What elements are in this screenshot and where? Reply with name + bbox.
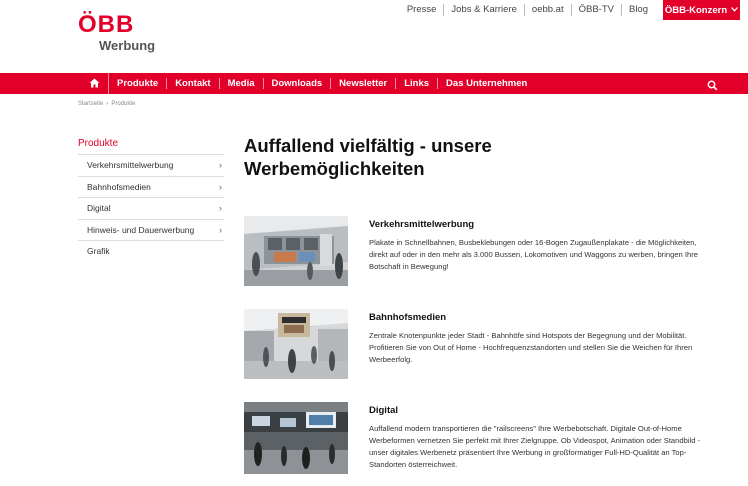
sidebar-item-label: Hinweis- und Dauerwerbung: [87, 224, 195, 235]
product-description: Zentrale Knotenpunkte jeder Stadt - Bahnhöfe sind Hotspots der Begegnung und der Mobilität. Profitieren Sie von Out of Home - Hochfrequenzstandorten und stellen Sie die Weichen für Ihren Werbeerfolg.: [369, 331, 693, 364]
topnav-presse[interactable]: Presse: [406, 4, 437, 15]
sidebar-item-label: Digital: [87, 203, 111, 214]
topnav-oebb-at[interactable]: oebb.at: [524, 4, 571, 16]
product-item-verkehrsmittelwerbung: [244, 216, 704, 286]
logo[interactable]: [78, 12, 155, 53]
product-description: Plakate in Schnellbahnen, Busbeklebungen oder 16-Bogen Zugaußenplakate - die Möglichkeiten, direkt auf oder in den mehr als 3.000 Bussen, Lokomotiven und Waggons zu werben, bringen Ihre Botschaft in Bewegung!: [369, 238, 698, 271]
product-image-train[interactable]: [244, 216, 348, 286]
product-text: [369, 309, 714, 366]
sidebar-item-grafik[interactable]: [78, 240, 224, 262]
product-title[interactable]: Digital: [369, 405, 399, 416]
chevron-down-icon: [731, 7, 738, 14]
konzern-dropdown-button[interactable]: [663, 0, 740, 20]
sidebar-item-label: Verkehrsmittelwerbung: [87, 160, 174, 171]
sidebar-item-label: Bahnhofsmedien: [87, 181, 151, 192]
chevron-right-icon: ›: [219, 160, 222, 171]
nav-produkte[interactable]: Produkte: [109, 78, 167, 89]
search-icon[interactable]: [707, 78, 718, 89]
nav-links[interactable]: Links: [396, 78, 438, 89]
chevron-right-icon: ›: [219, 224, 222, 235]
product-text: [369, 402, 714, 471]
product-description: Auffallend modern transportieren die "railscreens" Ihre Werbebotschaft. Digitale Out-of-Home Werbeformen vernetzen Sie perfekt mit Ihrer Zielgruppe. Ob Videospot, Animation oder Standbild - unser digitales Werbenetz präsentiert Ihre Werbung in großformatiger Full-HD-Qualität an Top-Standorten österreichweit.: [369, 424, 701, 469]
nav-newsletter[interactable]: Newsletter: [331, 78, 396, 89]
sidebar-item-verkehrsmittelwerbung[interactable]: [78, 154, 224, 176]
product-item-bahnhofsmedien: [244, 309, 704, 379]
product-text: [369, 216, 714, 273]
breadcrumb-separator: ›: [106, 101, 109, 107]
sidebar-title[interactable]: Produkte: [78, 138, 119, 149]
breadcrumb-startseite[interactable]: Startseite: [78, 101, 104, 107]
product-item-digital: [244, 402, 704, 474]
main-navigation: [0, 73, 748, 94]
nav-media[interactable]: Media: [220, 78, 264, 89]
product-title[interactable]: Bahnhofsmedien: [369, 312, 447, 323]
breadcrumb: [78, 101, 135, 107]
sidebar: [78, 138, 224, 262]
sidebar-item-hinweis-dauerwerbung[interactable]: [78, 219, 224, 241]
chevron-right-icon: ›: [219, 203, 222, 214]
sidebar-item-label: Grafik: [87, 246, 110, 257]
sidebar-item-digital[interactable]: [78, 197, 224, 219]
home-icon: [89, 75, 100, 93]
topnav-oebb-tv[interactable]: ÖBB-TV: [571, 4, 621, 16]
top-navigation: [400, 0, 740, 20]
page-title: Auffallend vielfältig - unsere Werbemöglichkeiten: [244, 135, 492, 179]
breadcrumb-produkte[interactable]: Produkte: [111, 101, 136, 107]
nav-das-unternehmen[interactable]: Das Unternehmen: [446, 78, 528, 89]
product-title[interactable]: Verkehrsmittelwerbung: [369, 219, 475, 230]
konzern-label: ÖBB-Konzern: [664, 4, 728, 16]
home-button[interactable]: [80, 73, 109, 94]
logo-mark: ÖBB: [78, 11, 135, 38]
product-image-station[interactable]: [244, 309, 348, 379]
nav-kontakt[interactable]: Kontakt: [167, 78, 219, 89]
sidebar-item-bahnhofsmedien[interactable]: [78, 176, 224, 198]
product-image-digital-screens[interactable]: [244, 402, 348, 474]
topnav-jobs[interactable]: Jobs & Karriere: [443, 4, 523, 16]
nav-downloads[interactable]: Downloads: [264, 78, 332, 89]
chevron-right-icon: ›: [219, 181, 222, 192]
logo-subtitle: Werbung: [99, 38, 156, 53]
topnav-blog[interactable]: Blog: [621, 4, 655, 16]
